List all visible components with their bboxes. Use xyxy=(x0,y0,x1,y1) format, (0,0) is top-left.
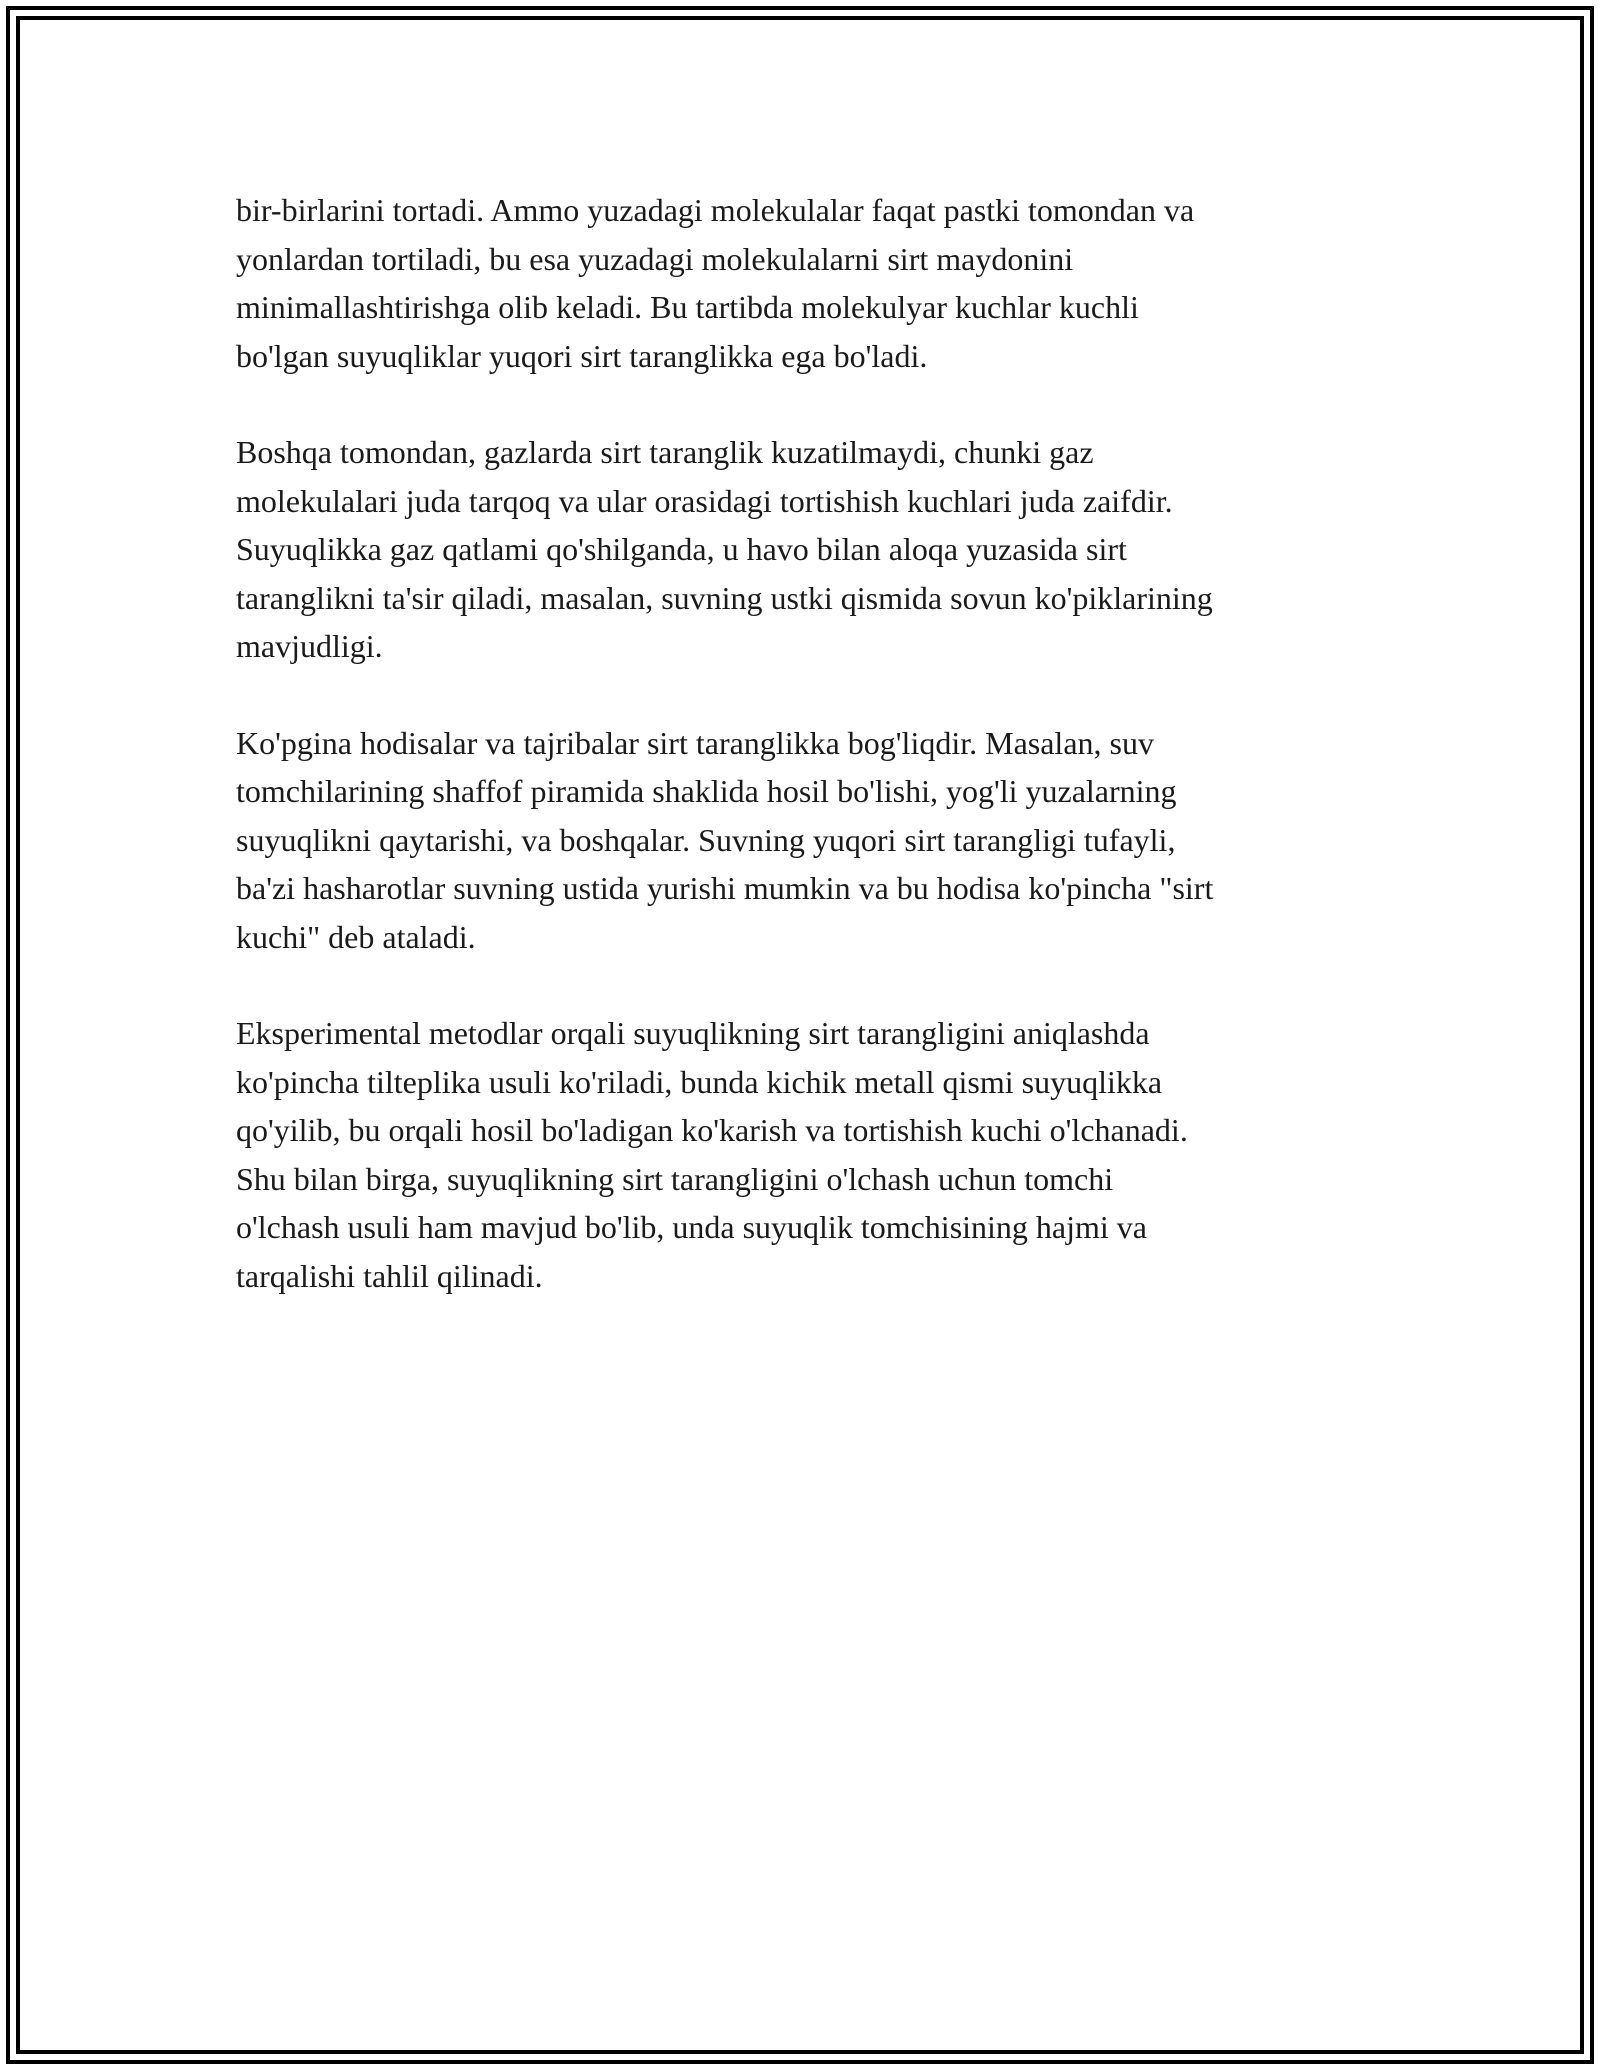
paragraph-phenomena: Ko'pgina hodisalar va tajribalar sirt taranglikka bog'liqdir. Masalan, suv tomchilarining shaffof piramida shaklida hosil bo'lishi, yog'li yuzalarning suyuqlikni qaytarishi, va boshqalar. Suvning yuqori sirt tarangligi tufayli, ba'zi hasharotlar suvning ustida yurishi mumkin va bu hodisa ko'pincha "sirt kuchi" deb ataladi. xyxy=(236,724,1214,955)
paragraph-intermolecular-forces: bir-birlarini tortadi. Ammo yuzadagi molekulalar faqat pastki tomondan va yonlardan tortiladi, bu esa yuzadagi molekulalarni sirt maydonini minimallashtirishga olib keladi. Bu tartibda molekulyar kuchlar kuchli bo'lgan suyuqliklar yuqori sirt taranglikka ega bo'ladi. xyxy=(236,192,1195,374)
paragraph-gases: Boshqa tomondan, gazlarda sirt taranglik kuzatilmaydi, chunki gaz molekulalari juda tarqoq va ular orasidagi tortishish kuchlari juda zaifdir. Suyuqlikka gaz qatlami qo'shilganda, u havo bilan aloqa yuzasida sirt taranglikni ta'sir qiladi, masalan, suvning ustki qismida sovun ko'piklarining mavjudligi. xyxy=(236,434,1213,664)
paragraph-experimental-methods: Eksperimental metodlar orqali suyuqlikning sirt tarangligini aniqlashda ko'pincha tilteplika usuli ko'riladi, bunda kichik metall qismi suyuqlikka qo'yilib, bu orqali hosil bo'ladigan ko'karish va tortishish kuchi o'lchanadi. Shu bilan birga, suyuqlikning sirt tarangligini o'lchash uchun tomchi o'lchash usuli ham mavjud bo'lib, unda suyuqlik tomchisining hajmi va tarqalishi tahlil qilinadi. xyxy=(236,1015,1188,1294)
document-body xyxy=(236,186,1366,1348)
